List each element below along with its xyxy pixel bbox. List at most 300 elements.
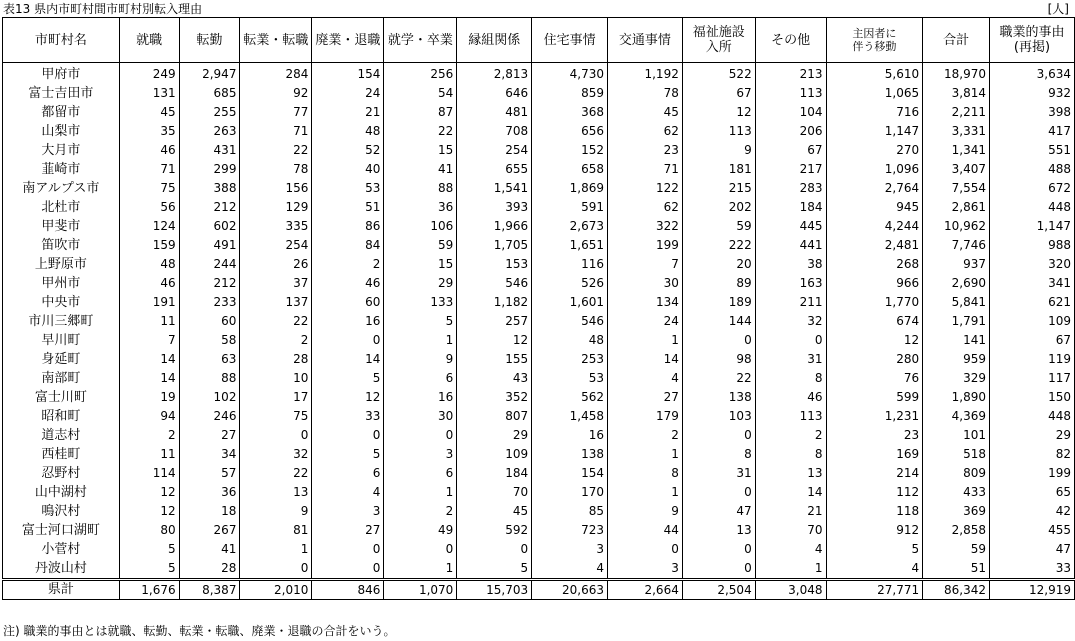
table-cell: 154 <box>312 63 384 85</box>
table-cell: 21 <box>755 502 826 521</box>
table-cell: 1,147 <box>826 122 923 141</box>
column-header: 職業的事由 (再掲) <box>990 18 1075 63</box>
table-cell: 959 <box>923 350 990 369</box>
table-cell: 29 <box>457 426 532 445</box>
table-cell: 16 <box>532 426 608 445</box>
table-cell: 1 <box>240 540 312 559</box>
table-body <box>3 63 1075 580</box>
table-cell: 80 <box>119 521 179 540</box>
table-cell: 244 <box>179 255 240 274</box>
table-cell: 723 <box>532 521 608 540</box>
table-cell: 27 <box>179 426 240 445</box>
table-cell: 56 <box>119 198 179 217</box>
table-row <box>3 312 1075 331</box>
table-cell: 32 <box>755 312 826 331</box>
table-cell: 26 <box>240 255 312 274</box>
table-cell: 599 <box>826 388 923 407</box>
table-cell: 2 <box>755 426 826 445</box>
table-row <box>3 350 1075 369</box>
municipality-name: 北杜市 <box>3 198 120 217</box>
table-cell: 8 <box>755 369 826 388</box>
table-cell: 3 <box>312 502 384 521</box>
table-cell: 388 <box>179 179 240 198</box>
table-cell: 12 <box>119 483 179 502</box>
table-cell: 212 <box>179 274 240 293</box>
table-cell: 59 <box>384 236 457 255</box>
table-cell: 16 <box>312 312 384 331</box>
municipality-name: 甲斐市 <box>3 217 120 236</box>
table-cell: 368 <box>532 103 608 122</box>
table-cell: 352 <box>457 388 532 407</box>
table-cell: 154 <box>532 464 608 483</box>
table-cell: 76 <box>826 369 923 388</box>
table-cell: 0 <box>608 540 683 559</box>
table-cell: 78 <box>240 160 312 179</box>
table-cell: 82 <box>990 445 1075 464</box>
table-cell: 932 <box>990 84 1075 103</box>
table-cell: 299 <box>179 160 240 179</box>
table-cell: 67 <box>682 84 755 103</box>
table-cell: 2,481 <box>826 236 923 255</box>
table-cell: 602 <box>179 217 240 236</box>
table-cell: 11 <box>119 445 179 464</box>
table-cell: 522 <box>682 63 755 85</box>
table-cell: 88 <box>179 369 240 388</box>
municipality-name: 山中湖村 <box>3 483 120 502</box>
table-cell: 30 <box>384 407 457 426</box>
table-cell: 48 <box>119 255 179 274</box>
table-cell: 5 <box>826 540 923 559</box>
table-cell: 255 <box>179 103 240 122</box>
total-cell: 12,919 <box>990 580 1075 600</box>
table-cell: 254 <box>457 141 532 160</box>
table-row <box>3 464 1075 483</box>
municipality-name: 道志村 <box>3 426 120 445</box>
table-cell: 23 <box>608 141 683 160</box>
table-cell: 30 <box>608 274 683 293</box>
table-cell: 3,814 <box>923 84 990 103</box>
column-header: その他 <box>755 18 826 63</box>
table-cell: 708 <box>457 122 532 141</box>
column-header: 福祉施設 入所 <box>682 18 755 63</box>
table-cell: 60 <box>312 293 384 312</box>
table-cell: 2,858 <box>923 521 990 540</box>
table-cell: 0 <box>682 483 755 502</box>
municipality-name: 南部町 <box>3 369 120 388</box>
table-cell: 36 <box>179 483 240 502</box>
table-cell: 133 <box>384 293 457 312</box>
column-header: 市町村名 <box>3 18 120 63</box>
table-cell: 4 <box>755 540 826 559</box>
table-cell: 53 <box>532 369 608 388</box>
table-cell: 257 <box>457 312 532 331</box>
table-cell: 156 <box>240 179 312 198</box>
table-cell: 60 <box>179 312 240 331</box>
table-cell: 18 <box>179 502 240 521</box>
table-cell: 51 <box>312 198 384 217</box>
total-label: 県計 <box>3 580 120 600</box>
table-cell: 199 <box>990 464 1075 483</box>
table-cell: 38 <box>755 255 826 274</box>
table-row <box>3 141 1075 160</box>
table-row <box>3 274 1075 293</box>
table-cell: 170 <box>532 483 608 502</box>
table-cell: 256 <box>384 63 457 85</box>
table-cell: 5 <box>312 445 384 464</box>
table-cell: 2,813 <box>457 63 532 85</box>
table-cell: 109 <box>990 312 1075 331</box>
table-cell: 5,841 <box>923 293 990 312</box>
table-cell: 8 <box>755 445 826 464</box>
table-cell: 1,601 <box>532 293 608 312</box>
table-cell: 78 <box>608 84 683 103</box>
total-cell: 86,342 <box>923 580 990 600</box>
table-cell: 214 <box>826 464 923 483</box>
table-row <box>3 179 1075 198</box>
table-cell: 122 <box>608 179 683 198</box>
table-cell: 591 <box>532 198 608 217</box>
table-row <box>3 426 1075 445</box>
table-cell: 267 <box>179 521 240 540</box>
table-cell: 40 <box>312 160 384 179</box>
table-cell: 859 <box>532 84 608 103</box>
table-cell: 33 <box>990 559 1075 580</box>
unit-label: [人] <box>1047 2 1069 16</box>
table-cell: 1,231 <box>826 407 923 426</box>
municipality-name: 富士河口湖町 <box>3 521 120 540</box>
table-cell: 155 <box>457 350 532 369</box>
table-cell: 117 <box>990 369 1075 388</box>
table-cell: 0 <box>682 426 755 445</box>
table-cell: 518 <box>923 445 990 464</box>
table-cell: 215 <box>682 179 755 198</box>
table-cell: 0 <box>312 426 384 445</box>
table-cell: 270 <box>826 141 923 160</box>
table-cell: 138 <box>532 445 608 464</box>
table-cell: 114 <box>119 464 179 483</box>
table-cell: 8 <box>682 445 755 464</box>
table-cell: 4,730 <box>532 63 608 85</box>
table-cell: 329 <box>923 369 990 388</box>
table-cell: 448 <box>990 407 1075 426</box>
table-cell: 2 <box>608 426 683 445</box>
column-header: 廃業・退職 <box>312 18 384 63</box>
table-row <box>3 445 1075 464</box>
table-cell: 184 <box>755 198 826 217</box>
municipality-name: 身延町 <box>3 350 120 369</box>
table-cell: 45 <box>457 502 532 521</box>
table-cell: 284 <box>240 63 312 85</box>
table-cell: 70 <box>755 521 826 540</box>
table-cell: 59 <box>682 217 755 236</box>
table-cell: 119 <box>990 350 1075 369</box>
table-cell: 75 <box>119 179 179 198</box>
table-cell: 15 <box>384 141 457 160</box>
table-cell: 116 <box>532 255 608 274</box>
municipality-name: 甲州市 <box>3 274 120 293</box>
table-cell: 3 <box>532 540 608 559</box>
table-cell: 35 <box>119 122 179 141</box>
table-cell: 551 <box>990 141 1075 160</box>
table-cell: 3,407 <box>923 160 990 179</box>
table-cell: 54 <box>384 84 457 103</box>
table-cell: 546 <box>457 274 532 293</box>
table-cell: 28 <box>179 559 240 580</box>
table-cell: 134 <box>608 293 683 312</box>
table-cell: 0 <box>755 331 826 350</box>
table-cell: 621 <box>990 293 1075 312</box>
table-cell: 22 <box>240 464 312 483</box>
table-row <box>3 521 1075 540</box>
table-cell: 18,970 <box>923 63 990 85</box>
table-cell: 163 <box>755 274 826 293</box>
table-cell: 393 <box>457 198 532 217</box>
table-cell: 12 <box>457 331 532 350</box>
table-cell: 113 <box>755 407 826 426</box>
table-cell: 14 <box>608 350 683 369</box>
table-row <box>3 160 1075 179</box>
table-cell: 21 <box>312 103 384 122</box>
table-cell: 88 <box>384 179 457 198</box>
table-cell: 22 <box>240 312 312 331</box>
table-cell: 84 <box>312 236 384 255</box>
total-row <box>3 580 1075 600</box>
table-cell: 0 <box>457 540 532 559</box>
table-cell: 5 <box>312 369 384 388</box>
table-cell: 86 <box>312 217 384 236</box>
table-cell: 656 <box>532 122 608 141</box>
table-cell: 1 <box>384 559 457 580</box>
table-row <box>3 84 1075 103</box>
table-cell: 672 <box>990 179 1075 198</box>
table-row <box>3 483 1075 502</box>
table-cell: 44 <box>608 521 683 540</box>
table-cell: 129 <box>240 198 312 217</box>
table-cell: 448 <box>990 198 1075 217</box>
table-cell: 32 <box>240 445 312 464</box>
table-cell: 71 <box>119 160 179 179</box>
table-cell: 14 <box>755 483 826 502</box>
table-cell: 112 <box>826 483 923 502</box>
table-cell: 9 <box>384 350 457 369</box>
table-row <box>3 559 1075 580</box>
municipality-name: 笛吹市 <box>3 236 120 255</box>
table-cell: 481 <box>457 103 532 122</box>
table-cell: 14 <box>119 350 179 369</box>
column-header: 就学・卒業 <box>384 18 457 63</box>
table-cell: 13 <box>682 521 755 540</box>
table-cell: 7,746 <box>923 236 990 255</box>
table-row <box>3 103 1075 122</box>
table-cell: 181 <box>682 160 755 179</box>
table-cell: 6 <box>312 464 384 483</box>
table-cell: 98 <box>682 350 755 369</box>
table-cell: 102 <box>179 388 240 407</box>
table-cell: 109 <box>457 445 532 464</box>
table-cell: 89 <box>682 274 755 293</box>
table-cell: 92 <box>240 84 312 103</box>
table-cell: 3 <box>608 559 683 580</box>
table-cell: 0 <box>682 540 755 559</box>
table-cell: 63 <box>179 350 240 369</box>
header-row <box>3 18 1075 63</box>
table-cell: 20 <box>682 255 755 274</box>
table-cell: 0 <box>312 559 384 580</box>
total-cell: 1,070 <box>384 580 457 600</box>
table-cell: 57 <box>179 464 240 483</box>
column-header: 交通事情 <box>608 18 683 63</box>
table-cell: 113 <box>755 84 826 103</box>
table-cell: 47 <box>990 540 1075 559</box>
table-cell: 966 <box>826 274 923 293</box>
total-cell: 8,387 <box>179 580 240 600</box>
table-cell: 45 <box>119 103 179 122</box>
table-cell: 4,244 <box>826 217 923 236</box>
table-cell: 5 <box>384 312 457 331</box>
table-cell: 1 <box>608 445 683 464</box>
table-cell: 488 <box>990 160 1075 179</box>
table-cell: 2,211 <box>923 103 990 122</box>
table-row <box>3 236 1075 255</box>
table-cell: 131 <box>119 84 179 103</box>
table-cell: 24 <box>312 84 384 103</box>
total-cell: 1,676 <box>119 580 179 600</box>
table-cell: 2 <box>384 502 457 521</box>
table-cell: 945 <box>826 198 923 217</box>
table-cell: 217 <box>755 160 826 179</box>
table-cell: 59 <box>923 540 990 559</box>
table-cell: 320 <box>990 255 1075 274</box>
table-row <box>3 502 1075 521</box>
municipality-name: 都留市 <box>3 103 120 122</box>
table-cell: 65 <box>990 483 1075 502</box>
table-cell: 655 <box>457 160 532 179</box>
table-cell: 70 <box>457 483 532 502</box>
table-cell: 8 <box>608 464 683 483</box>
table-cell: 27 <box>608 388 683 407</box>
table-cell: 0 <box>312 540 384 559</box>
table-cell: 62 <box>608 198 683 217</box>
table-cell: 75 <box>240 407 312 426</box>
total-cell: 2,504 <box>682 580 755 600</box>
table-row <box>3 293 1075 312</box>
table-cell: 5 <box>119 559 179 580</box>
table-cell: 47 <box>682 502 755 521</box>
table-cell: 0 <box>384 426 457 445</box>
table-header <box>3 18 1075 63</box>
table-cell: 0 <box>682 559 755 580</box>
table-cell: 58 <box>179 331 240 350</box>
table-cell: 592 <box>457 521 532 540</box>
table-row <box>3 388 1075 407</box>
table-cell: 1,869 <box>532 179 608 198</box>
table-row <box>3 217 1075 236</box>
table-cell: 7 <box>119 331 179 350</box>
table-cell: 94 <box>119 407 179 426</box>
table-cell: 4 <box>312 483 384 502</box>
table-cell: 28 <box>240 350 312 369</box>
table-cell: 52 <box>312 141 384 160</box>
table-cell: 67 <box>990 331 1075 350</box>
table-row <box>3 331 1075 350</box>
table-cell: 9 <box>682 141 755 160</box>
table-cell: 199 <box>608 236 683 255</box>
table-cell: 87 <box>384 103 457 122</box>
table-cell: 17 <box>240 388 312 407</box>
table-cell: 118 <box>826 502 923 521</box>
table-cell: 103 <box>682 407 755 426</box>
table-cell: 1 <box>384 331 457 350</box>
table-cell: 159 <box>119 236 179 255</box>
column-header: 転勤 <box>179 18 240 63</box>
table-cell: 12 <box>826 331 923 350</box>
table-cell: 254 <box>240 236 312 255</box>
total-cell: 20,663 <box>532 580 608 600</box>
table-row <box>3 540 1075 559</box>
table-cell: 27 <box>312 521 384 540</box>
table-cell: 71 <box>240 122 312 141</box>
column-header: 住宅事情 <box>532 18 608 63</box>
table-cell: 179 <box>608 407 683 426</box>
table-cell: 937 <box>923 255 990 274</box>
table-cell: 77 <box>240 103 312 122</box>
municipality-name: 忍野村 <box>3 464 120 483</box>
table-cell: 15 <box>384 255 457 274</box>
table-cell: 22 <box>682 369 755 388</box>
municipality-name: 西桂町 <box>3 445 120 464</box>
table-cell: 53 <box>312 179 384 198</box>
table-cell: 1,966 <box>457 217 532 236</box>
total-cell: 2,664 <box>608 580 683 600</box>
table-cell: 124 <box>119 217 179 236</box>
table-cell: 211 <box>755 293 826 312</box>
column-header: 転業・転職 <box>240 18 312 63</box>
table-cell: 1 <box>384 483 457 502</box>
table-cell: 3,331 <box>923 122 990 141</box>
table-cell: 263 <box>179 122 240 141</box>
table-cell: 41 <box>384 160 457 179</box>
table-cell: 191 <box>119 293 179 312</box>
table-footer <box>3 580 1075 600</box>
table-cell: 455 <box>990 521 1075 540</box>
table-cell: 2,673 <box>532 217 608 236</box>
table-row <box>3 407 1075 426</box>
table-cell: 0 <box>240 426 312 445</box>
column-header: 縁組関係 <box>457 18 532 63</box>
table-cell: 431 <box>179 141 240 160</box>
table-cell: 268 <box>826 255 923 274</box>
table-cell: 1,147 <box>990 217 1075 236</box>
table-cell: 341 <box>990 274 1075 293</box>
table-cell: 29 <box>990 426 1075 445</box>
table-row <box>3 122 1075 141</box>
table-cell: 12 <box>312 388 384 407</box>
table-cell: 9 <box>608 502 683 521</box>
table-cell: 12 <box>119 502 179 521</box>
table-cell: 222 <box>682 236 755 255</box>
table-cell: 246 <box>179 407 240 426</box>
table-row <box>3 369 1075 388</box>
table-cell: 213 <box>755 63 826 85</box>
municipality-name: 富士吉田市 <box>3 84 120 103</box>
table-cell: 7,554 <box>923 179 990 198</box>
table-title: 表13 県内市町村間市町村別転入理由 <box>3 2 203 16</box>
table-cell: 280 <box>826 350 923 369</box>
table-cell: 546 <box>532 312 608 331</box>
total-cell: 3,048 <box>755 580 826 600</box>
table-cell: 716 <box>826 103 923 122</box>
table-cell: 5 <box>457 559 532 580</box>
